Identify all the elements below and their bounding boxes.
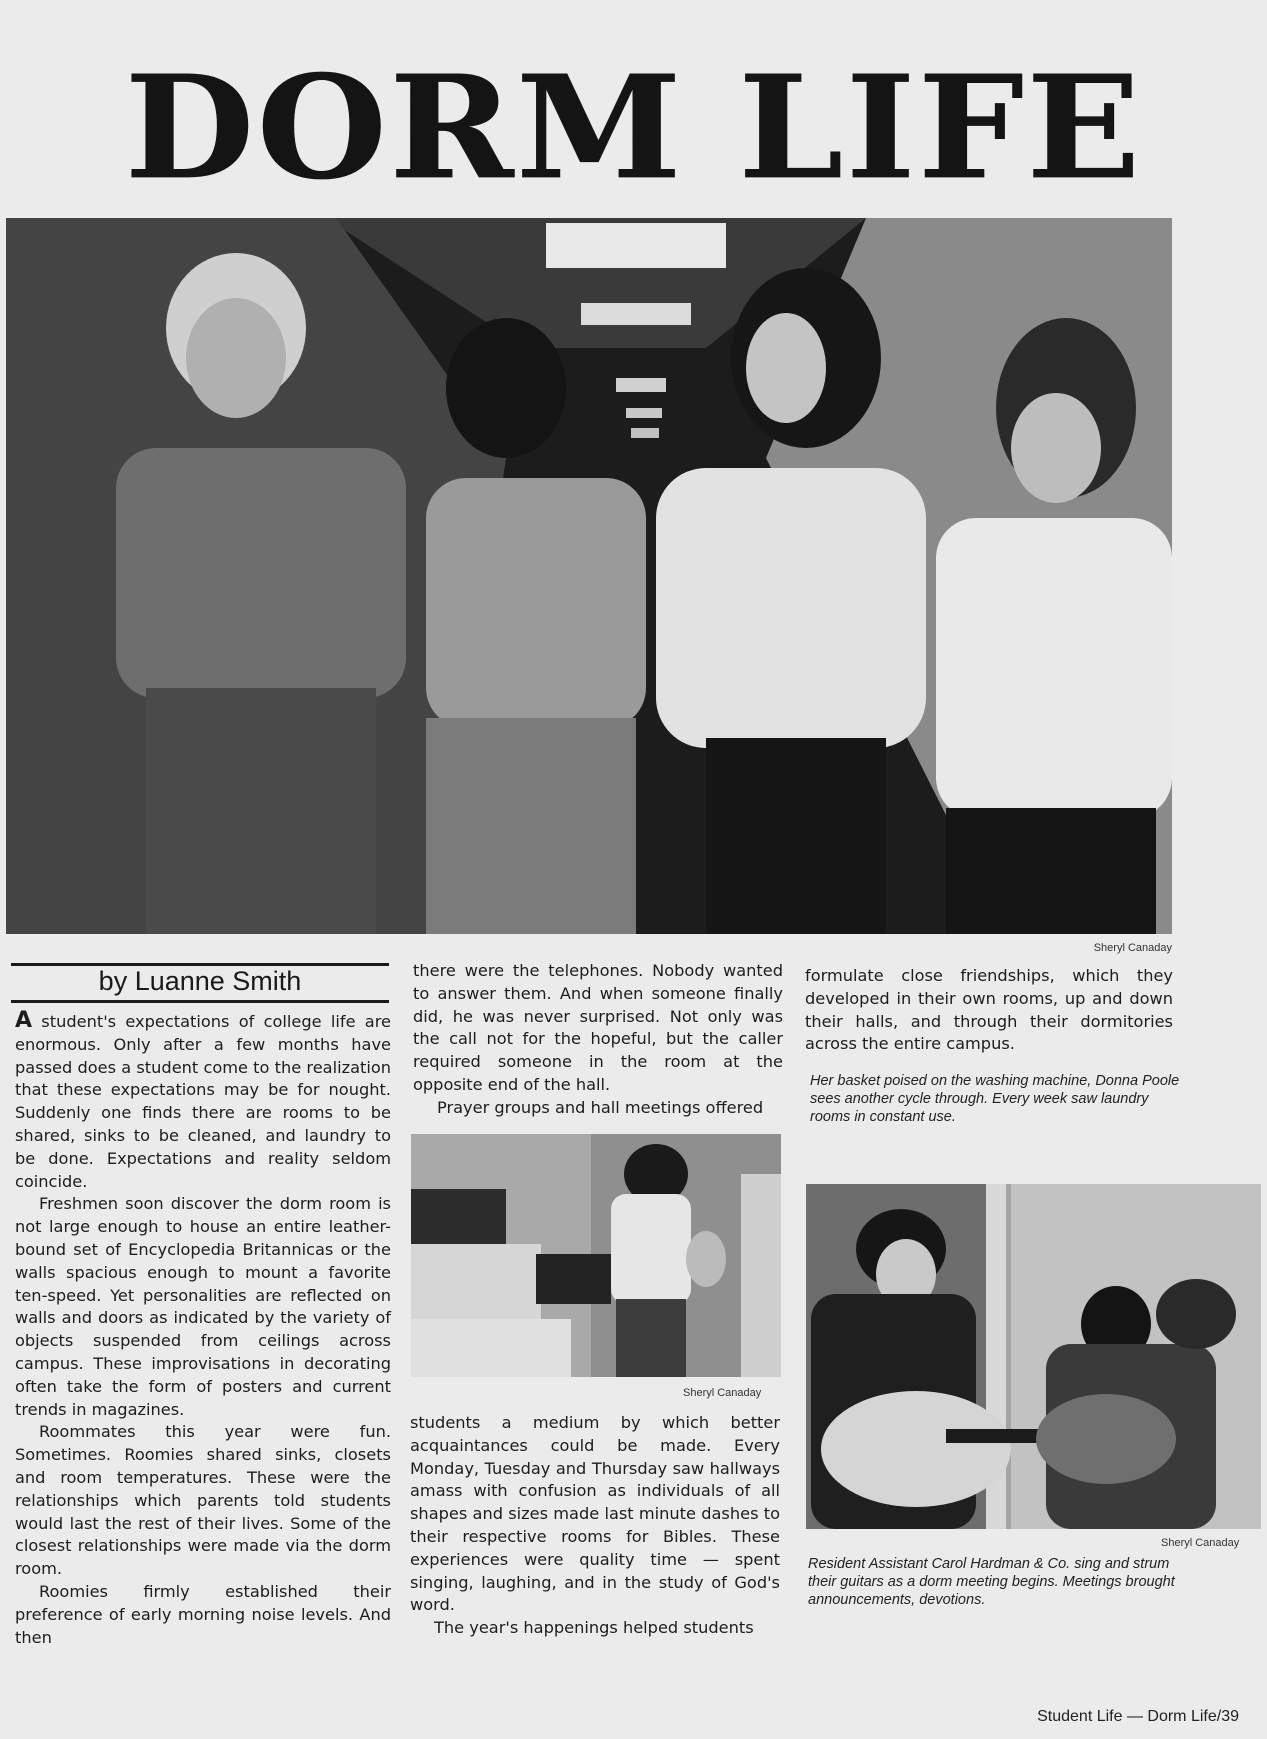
- main-photo: [6, 218, 1172, 934]
- article-paragraph: formulate close friendships, which they developed in their own rooms, up and down their halls, and through their dormitories across the entire campus.: [805, 966, 1173, 1054]
- drop-cap: A: [15, 1008, 33, 1033]
- page-footer: Student Life — Dorm Life/39: [1037, 1708, 1239, 1725]
- article-column-2-bottom: [410, 1412, 780, 1640]
- page-title: DORM LIFE: [124, 44, 1143, 212]
- guitar-photo-credit: Sheryl Canaday: [1161, 1537, 1240, 1549]
- byline: by Luanne Smith: [98, 966, 302, 996]
- article-column-3-top: [805, 965, 1173, 1056]
- laundry-photo-credit: Sheryl Canaday: [683, 1387, 762, 1399]
- article-paragraph: there were the telephones. Nobody wanted to answer them. And when someone finally did, he was never surprised. Not only was the call not for the hopeful, but the caller required someone in the room at the opposite end of the hall.: [413, 961, 783, 1094]
- laundry-photo: [411, 1134, 781, 1377]
- article-paragraph: Prayer groups and hall meetings offered: [437, 1097, 764, 1117]
- article-paragraph: Roommates this year were fun. Sometimes. Roomies shared sinks, closets and room temperatures. These were the relationships which parents told students would last the rest of their lives. Some of the closest relationships were made via the dorm room.: [15, 1422, 391, 1579]
- byline-rule: [11, 1000, 389, 1003]
- laundry-photo-caption: Her basket poised on the washing machine, Donna Poole sees another cycle through. Every week saw laundry rooms in constant use.: [810, 1073, 1180, 1125]
- article-column-2-top: [413, 960, 783, 1120]
- article-paragraph: The year's happenings helped students: [434, 1618, 754, 1638]
- article-paragraph: Freshmen soon discover the dorm room is not large enough to house an entire leather-bound set of Encyclopedia Britannicas or the walls spacious enough to mount a favorite ten-speed. Yet personalities are reflected on walls and doors as indicated by the variety of objects suspended from ceilings across campus. These improvisations in decorating often take the form of posters and current trends in magazines.: [15, 1194, 391, 1419]
- article-paragraph: A student's expectations of college life are enormous. Only after a few months have passed does a student come to the realization that these expectations may be for nought. Suddenly one finds there are rooms to be shared, sinks to be cleaned, and laundry to be done. Expectations and reality seldom coincide.: [15, 1008, 391, 1191]
- guitar-photo: [806, 1184, 1261, 1529]
- main-photo-credit: Sheryl Canaday: [1093, 942, 1172, 954]
- article-column-1: [15, 1010, 391, 1649]
- article-paragraph: Roomies firmly established their preference of early morning noise levels. And then: [15, 1581, 391, 1647]
- guitar-photo-caption: Resident Assistant Carol Hardman & Co. sing and strum their guitars as a dorm meeting begins. Meetings brought announcements, devotions.: [808, 1556, 1175, 1608]
- article-paragraph: students a medium by which better acquaintances could be made. Every Monday, Tuesday and Thursday saw hallways amass with confusion as individuals of all shapes and sizes made last minute dashes to their respective rooms for Bibles. These experiences were quality time — spent singing, laughing, and in the study of God's word.: [410, 1413, 780, 1615]
